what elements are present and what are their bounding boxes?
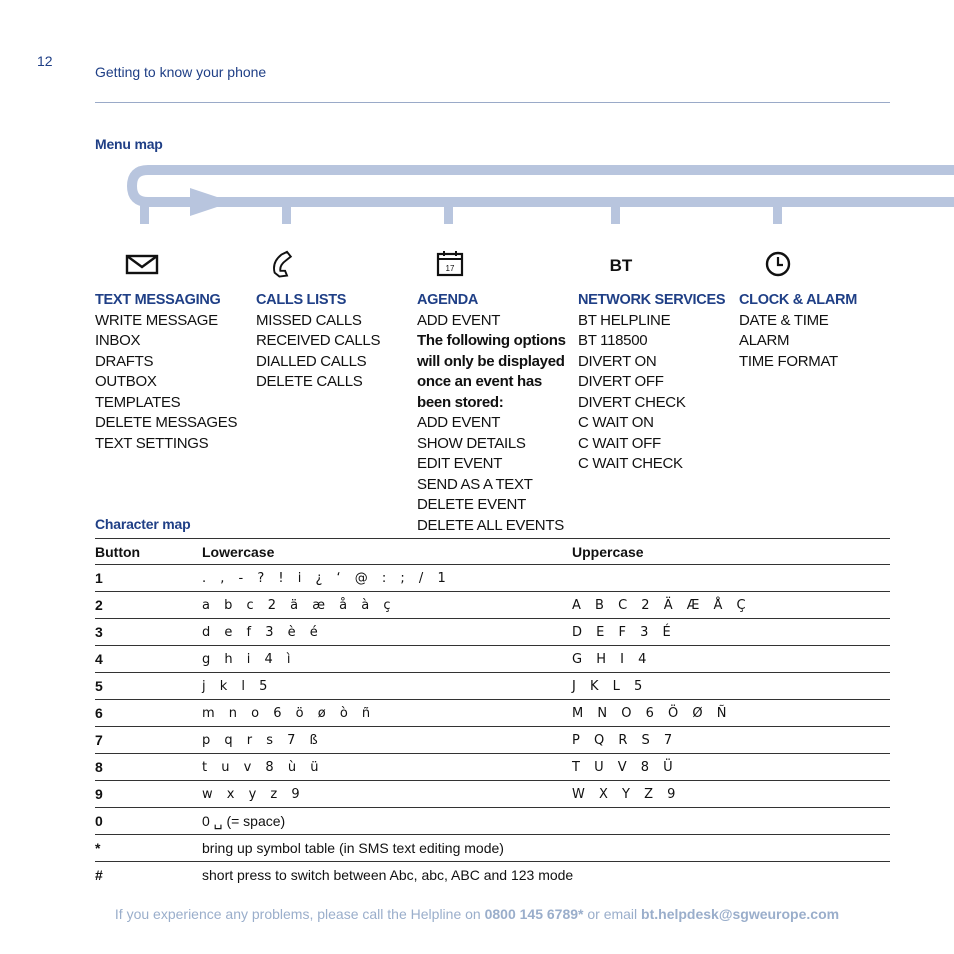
menu-item: BT 118500 [578, 332, 648, 349]
footer-text: or email [583, 906, 642, 922]
menu-column-agenda [417, 290, 577, 536]
table-row [95, 592, 890, 619]
menu-item: BT HELPLINE [578, 311, 671, 329]
calendar-icon [434, 249, 474, 279]
row-button: 8 [95, 754, 202, 781]
table-row [95, 862, 890, 889]
menu-item: OUTBOX [95, 373, 157, 390]
menu-item: DELETE CALLS [256, 373, 363, 390]
menu-item: C WAIT OFF [578, 434, 661, 452]
row-uppercase: P Q R S 7 [572, 727, 890, 754]
table-row [95, 808, 890, 835]
helpdesk-email-link[interactable]: bt.helpdesk@sgweurope.com [641, 906, 840, 922]
menu-item: MISSED CALLS [256, 311, 362, 329]
header-rule [95, 102, 890, 103]
row-uppercase: T U V 8 Ü [572, 754, 890, 781]
menu-item: RECEIVED CALLS [256, 332, 381, 349]
row-lowercase: 0 ␣ (= space) [202, 808, 572, 835]
row-uppercase: A B C 2 Ä Æ Å Ç [572, 592, 890, 619]
menu-column-text-messaging [95, 290, 255, 454]
menu-item: ALARM [739, 332, 790, 349]
agenda-note-line: once an event has [417, 373, 542, 390]
menu-item: DIVERT CHECK [578, 393, 686, 411]
menu-item: DIALLED CALLS [256, 352, 367, 370]
header-button: Button [95, 539, 202, 565]
menu-item: SHOW DETAILS [417, 434, 526, 452]
section-header: Getting to know your phone [95, 64, 267, 80]
character-map-title: Character map [95, 516, 191, 532]
menu-item: TIME FORMAT [739, 352, 838, 370]
menu-item: INBOX [95, 332, 141, 349]
row-button: 4 [95, 646, 202, 673]
row-uppercase: J K L 5 [572, 673, 890, 700]
page-number: 12 [37, 53, 53, 69]
menu-flow-stub-2 [282, 202, 291, 224]
row-description: short press to switch between Abc, abc, ABC and 123 mode [202, 867, 574, 883]
row-button: * [95, 835, 202, 862]
row-lowercase: d e f 3 è é [202, 619, 572, 646]
column-title: CLOCK & ALARM [739, 292, 857, 308]
row-lowercase: . , - ? ! i ¿ ‘ @ : ; / 1 [202, 565, 572, 592]
bt-logo-icon [603, 249, 643, 279]
footer-text: If you experience any problems, please call the Helpline on [114, 906, 485, 922]
menu-item: DELETE EVENT [417, 496, 526, 513]
menu-item: DELETE MESSAGES [95, 414, 238, 431]
column-title: TEXT MESSAGING [95, 292, 221, 308]
row-uppercase [572, 565, 890, 592]
menu-item: C WAIT ON [578, 414, 654, 431]
menu-flow-stub-3 [444, 202, 453, 224]
menu-item: DIVERT OFF [578, 373, 664, 390]
row-button: 2 [95, 592, 202, 619]
row-button: 6 [95, 700, 202, 727]
menu-item: DIVERT ON [578, 352, 657, 370]
agenda-note-line: been stored: [417, 393, 504, 411]
menu-item: DELETE ALL EVENTS [417, 516, 564, 534]
menu-item: DATE & TIME [739, 311, 829, 329]
menu-item: EDIT EVENT [417, 455, 503, 472]
menu-column-clock-alarm [739, 290, 899, 372]
column-title: NETWORK SERVICES [578, 292, 726, 308]
row-description: bring up symbol table (in SMS text editing mode) [202, 835, 890, 862]
row-button: 1 [95, 565, 202, 592]
row-button: 3 [95, 619, 202, 646]
menu-item: ADD EVENT [417, 414, 501, 431]
menu-flow-stub-1 [140, 202, 149, 224]
helpline-phone[interactable]: 0800 145 6789* [484, 906, 584, 922]
clock-icon [763, 249, 803, 279]
row-lowercase: m n o 6 ö ø ò ñ [202, 700, 572, 727]
table-row [95, 700, 890, 727]
menu-item: DRAFTS [95, 352, 154, 370]
row-uppercase: G H I 4 [572, 646, 890, 673]
character-map-table [95, 538, 890, 888]
row-uppercase: W X Y Z 9 [572, 781, 890, 808]
row-button: 5 [95, 673, 202, 700]
menu-column-network-services [578, 290, 738, 475]
row-lowercase: j k l 5 [202, 673, 572, 700]
row-lowercase: p q r s 7 ß [202, 727, 572, 754]
table-row [95, 727, 890, 754]
menu-item: TEXT SETTINGS [95, 434, 209, 452]
table-header-row [95, 539, 890, 565]
table-row [95, 619, 890, 646]
row-lowercase: g h i 4 ì [202, 646, 572, 673]
row-uppercase: D E F 3 É [572, 619, 890, 646]
row-uppercase [572, 808, 890, 835]
row-button: 9 [95, 781, 202, 808]
menu-flow-diagram [0, 150, 954, 230]
menu-flow-stub-5 [773, 202, 782, 224]
table-row [95, 646, 890, 673]
row-uppercase: M N O 6 Ö Ø Ñ [572, 700, 890, 727]
menu-flow-loop [132, 170, 954, 202]
column-title: AGENDA [417, 292, 479, 308]
menu-flow-arrow [190, 188, 232, 216]
table-row [95, 754, 890, 781]
table-row [95, 781, 890, 808]
menu-map-title: Menu map [95, 136, 163, 152]
table-row [95, 835, 890, 862]
row-button: 0 [95, 808, 202, 835]
header-uppercase: Uppercase [572, 539, 890, 565]
bt-logo-text: BT [609, 256, 633, 275]
envelope-icon [124, 249, 164, 279]
menu-flow-stub-4 [611, 202, 620, 224]
row-button: 7 [95, 727, 202, 754]
table-row [95, 565, 890, 592]
agenda-note-line: will only be displayed [417, 352, 565, 370]
row-button: # [95, 867, 103, 883]
footer-helpline [0, 906, 954, 922]
phone-handset-icon [268, 249, 308, 279]
column-title: CALLS LISTS [256, 292, 347, 308]
menu-item: ADD EVENT [417, 311, 501, 329]
menu-item: TEMPLATES [95, 393, 181, 411]
menu-item: WRITE MESSAGE [95, 311, 218, 329]
row-lowercase: w x y z 9 [202, 781, 572, 808]
menu-column-calls-lists [256, 290, 416, 393]
menu-item: C WAIT CHECK [578, 455, 683, 472]
row-lowercase: a b c 2 ä æ å à ç [202, 592, 572, 619]
agenda-note-line: The following options [417, 332, 566, 349]
menu-item: SEND AS A TEXT [417, 475, 533, 493]
calendar-icon-text: 17 [445, 264, 455, 273]
table-row [95, 673, 890, 700]
row-lowercase: t u v 8 ù ü [202, 754, 572, 781]
header-lowercase: Lowercase [202, 539, 572, 565]
